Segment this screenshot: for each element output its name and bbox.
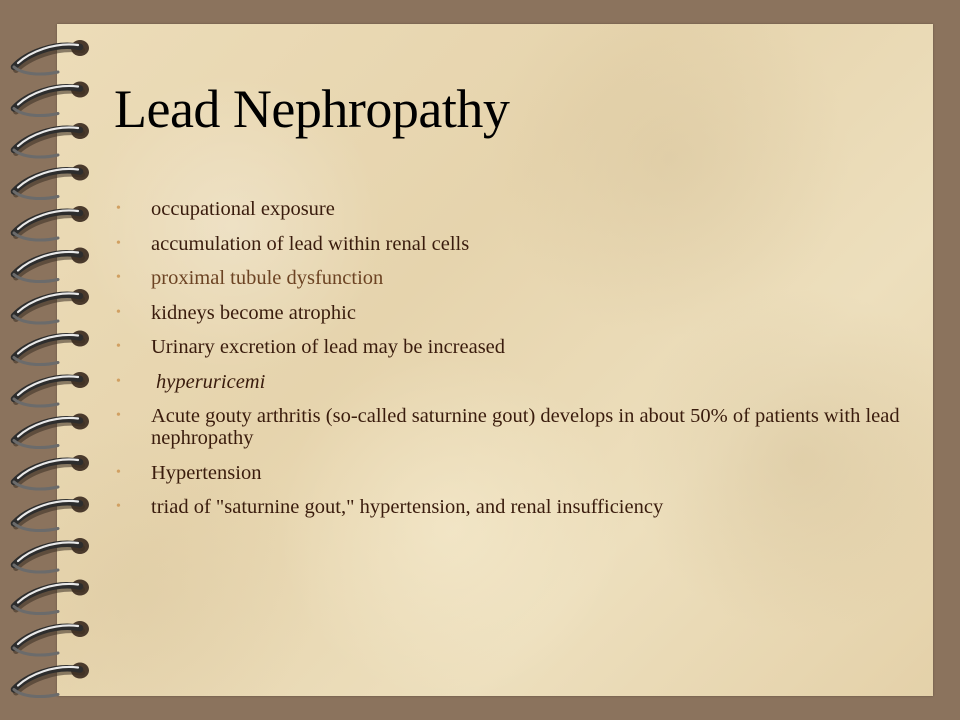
bullet-icon: • [116, 339, 121, 354]
bullet-icon: • [116, 464, 121, 480]
bullet-text: kidneys become atrophic [151, 301, 356, 324]
bullet-item [112, 198, 902, 220]
bullet-item [112, 267, 902, 289]
bullet-icon: • [116, 499, 121, 514]
spiral-binding [0, 0, 110, 720]
binding-ring-icon [14, 497, 89, 531]
slide-title: Lead Nephropathy [114, 79, 510, 139]
binding-ring-icon [14, 331, 89, 365]
bullet-list [112, 198, 902, 531]
binding-ring-icon [14, 40, 89, 74]
bullet-icon: • [116, 235, 121, 251]
bullet-item [112, 462, 902, 484]
bullet-text: Acute gouty arthritis (so-called saturnine gout) develops in about 50% of patients with lead nephropathy [151, 405, 900, 449]
binding-ring-icon [14, 248, 89, 282]
bullet-text: Hypertension [151, 461, 262, 484]
bullet-icon: • [116, 304, 121, 320]
binding-ring-icon [14, 165, 89, 199]
binding-ring-icon [14, 82, 89, 116]
bullet-item [112, 371, 902, 393]
bullet-icon: • [116, 408, 121, 423]
bullet-text: Urinary excretion of lead may be increased [151, 336, 506, 358]
bullet-item [112, 302, 902, 324]
bullet-text: triad of "saturnine gout," hypertension, and renal insufficiency [151, 496, 664, 518]
binding-ring-icon [14, 372, 89, 406]
binding-ring-icon [14, 206, 89, 240]
bullet-item [112, 496, 902, 518]
bullet-text: proximal tubule dysfunction [151, 267, 384, 289]
binding-ring-icon [14, 289, 89, 323]
bullet-text: occupational exposure [151, 198, 335, 220]
bullet-item [112, 336, 902, 358]
binding-ring-icon [14, 580, 89, 614]
bullet-icon: • [116, 270, 121, 285]
binding-ring-icon [14, 414, 89, 448]
binding-ring-icon [14, 123, 89, 157]
bullet-text: accumulation of lead within renal cells [151, 232, 470, 255]
binding-ring-icon [14, 663, 89, 697]
bullet-text: hyperuricemi [156, 370, 266, 393]
binding-ring-icon [14, 538, 89, 572]
binding-ring-icon [14, 455, 89, 489]
bullet-item [112, 405, 902, 449]
bullet-icon: • [116, 201, 121, 216]
bullet-item [112, 233, 902, 255]
bullet-icon: • [116, 373, 121, 389]
binding-ring-icon [14, 621, 89, 655]
